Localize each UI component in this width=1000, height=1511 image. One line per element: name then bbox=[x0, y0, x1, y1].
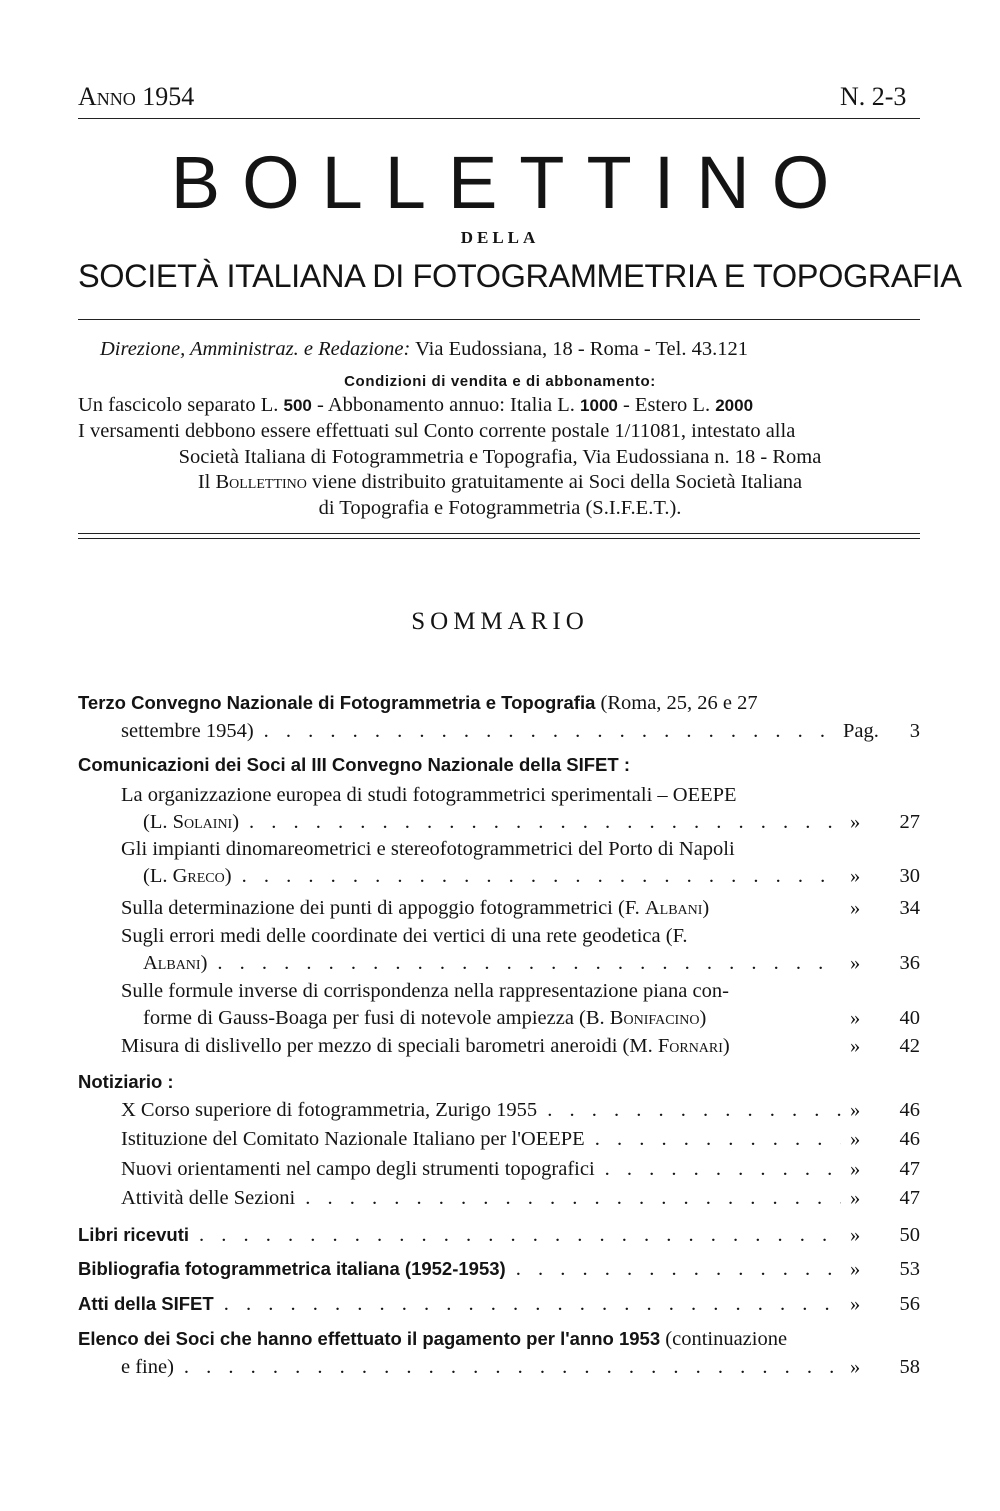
notiziario-item-3-page: » 47 bbox=[850, 1158, 920, 1180]
comunicazione-4-dots bbox=[207, 952, 841, 975]
comunicazione-2-line-1: Gli impianti dinomareometrici e stereofotogrammetrici del Porto di Napoli bbox=[121, 838, 735, 860]
masthead-della: DELLA bbox=[460, 228, 540, 247]
convegno-title: Terzo Convegno Nazionale di Fotogrammetria e Topografia bbox=[78, 692, 596, 713]
comunicazione-3-line-1: Sulla determinazione dei punti di appoggio fotogrammetrici (F. Albani) bbox=[121, 897, 710, 919]
distribution-name: Bollettino bbox=[215, 471, 307, 493]
page-number: 3 bbox=[909, 720, 920, 742]
comunicazione-2-author: (L. Greco) bbox=[143, 865, 232, 887]
atti-sifet: Atti della SIFET . . . bbox=[78, 1293, 841, 1316]
comunicazione-1-author: (L. Solaini) bbox=[143, 811, 240, 833]
elenco-line-2: e fine) . . . bbox=[121, 1356, 841, 1379]
issue-number: N. 2-3 bbox=[840, 82, 907, 111]
notiziario-item-4: Attività delle Sezioni . . . bbox=[121, 1187, 841, 1210]
notiziario-item-3: Nuovi orientamenti nel campo degli strumenti topografici . . . bbox=[121, 1158, 841, 1181]
info-rule-bottom bbox=[78, 538, 920, 539]
comunicazione-1-line-1: La organizzazione europea di studi fotogrammetrici sperimentali – OEEPE bbox=[121, 784, 737, 806]
convegno-dots bbox=[254, 720, 841, 743]
distribution-prefix: Il bbox=[197, 471, 211, 493]
page-prefix: Pag. bbox=[843, 720, 879, 742]
prices-line bbox=[78, 394, 753, 417]
prices-italy-label: - Abbonamento annuo: Italia L. bbox=[317, 394, 575, 416]
comunicazione-5-page: » 40 bbox=[850, 1007, 920, 1029]
sommario-heading: SOMMARIO bbox=[411, 608, 589, 635]
distribution-text: viene distribuito gratuitamente ai Soci della Società Italiana bbox=[312, 471, 803, 493]
payment-line-2: Società Italiana di Fotogrammetria e Topografia, Via Eudossiana n. 18 - Roma bbox=[178, 446, 822, 468]
masthead-title: BOLLETTINO bbox=[170, 141, 852, 224]
payment-line-1: I versamenti debbono essere effettuati sul Conto corrente postale 1/11081, intestato alla bbox=[78, 420, 796, 442]
notiziario-heading: Notiziario : bbox=[78, 1071, 174, 1092]
comunicazione-2-dots bbox=[232, 865, 841, 888]
libri-ricevuti: Libri ricevuti . . . bbox=[78, 1224, 841, 1247]
bibliografia-page: » 53 bbox=[850, 1258, 920, 1280]
masthead-rule bbox=[78, 319, 920, 320]
comunicazione-4-page: » 36 bbox=[850, 952, 920, 974]
info-rule-top bbox=[78, 533, 920, 534]
comunicazione-2-line-2 bbox=[143, 865, 841, 888]
comunicazione-3-page: » 34 bbox=[850, 897, 920, 919]
bibliografia: Bibliografia fotogrammetrica italiana (1952-1953) . . . bbox=[78, 1258, 841, 1281]
elenco-page: » 58 bbox=[850, 1356, 920, 1378]
comunicazione-6-line-1: Misura di dislivello per mezzo di speciali barometri aneroidi (M. Fornari) bbox=[121, 1035, 730, 1057]
convegno-page bbox=[843, 720, 920, 743]
distribution-line-1 bbox=[0, 471, 1000, 494]
convegno-date: settembre 1954) bbox=[121, 720, 254, 742]
price-single: 500 bbox=[283, 396, 312, 415]
prices-abroad-label: - Estero L. bbox=[622, 394, 711, 416]
header-rule bbox=[78, 118, 920, 119]
comunicazione-5-line-1: Sulle formule inverse di corrispondenza nella rappresentazione piana con- bbox=[121, 980, 729, 1002]
distribution-line-2: di Topografia e Fotogrammetria (S.I.F.E.T.). bbox=[318, 497, 682, 519]
comunicazioni-heading: Comunicazioni dei Soci al III Convegno Nazionale della SIFET : bbox=[78, 754, 631, 775]
comunicazione-4-author: Albani) bbox=[143, 952, 208, 974]
prices-single-label: Un fascicolo separato L. bbox=[78, 394, 279, 416]
notiziario-item-1: X Corso superiore di fotogrammetria, Zurigo 1955 . . . bbox=[121, 1099, 841, 1122]
convegno-line-1 bbox=[78, 692, 758, 715]
price-abroad: 2000 bbox=[715, 396, 754, 415]
notiziario-item-1-page: » 46 bbox=[850, 1099, 920, 1121]
convegno-tail: (Roma, 25, 26 e 27 bbox=[600, 692, 758, 714]
comunicazione-6-page: » 42 bbox=[850, 1035, 920, 1057]
atti-sifet-page: » 56 bbox=[850, 1293, 920, 1315]
comunicazione-1-page: » 27 bbox=[850, 811, 920, 833]
libri-ricevuti-page: » 50 bbox=[850, 1224, 920, 1246]
year-prefix: Anno bbox=[78, 82, 136, 111]
comunicazione-2-page: » 30 bbox=[850, 865, 920, 887]
direction-line bbox=[100, 338, 748, 361]
notiziario-item-2: Istituzione del Comitato Nazionale Italiano per l'OEEPE . . . bbox=[121, 1128, 841, 1151]
comunicazione-4-line-1: Sugli errori medi delle coordinate dei vertici di una rete geodetica (F. bbox=[121, 925, 688, 947]
elenco-line-1: Elenco dei Soci che hanno effettuato il pagamento per l'anno 1953 (continuazione bbox=[78, 1328, 788, 1350]
comunicazione-4-line-2 bbox=[143, 952, 841, 975]
notiziario-item-2-page: » 46 bbox=[850, 1128, 920, 1150]
year-value: 1954 bbox=[142, 82, 195, 111]
conditions-heading: Condizioni di vendita e di abbonamento: bbox=[344, 373, 656, 390]
direction-address: Via Eudossiana, 18 - Roma - Tel. 43.121 bbox=[415, 338, 748, 360]
comunicazione-1-dots bbox=[239, 811, 841, 834]
direction-label: Direzione, Amministraz. e Redazione: bbox=[100, 338, 411, 360]
comunicazione-1-line-2 bbox=[143, 811, 841, 834]
price-italy: 1000 bbox=[580, 396, 618, 415]
convegno-line-2 bbox=[121, 720, 841, 743]
notiziario-item-4-page: » 47 bbox=[850, 1187, 920, 1209]
year-label bbox=[78, 82, 194, 112]
masthead-society: SOCIETÀ ITALIANA DI FOTOGRAMMETRIA E TOPOGRAFIA bbox=[78, 258, 962, 294]
comunicazione-5-line-2: forme di Gauss-Boaga per fusi di notevole ampiezza (B. Bonifacino) bbox=[143, 1007, 707, 1029]
